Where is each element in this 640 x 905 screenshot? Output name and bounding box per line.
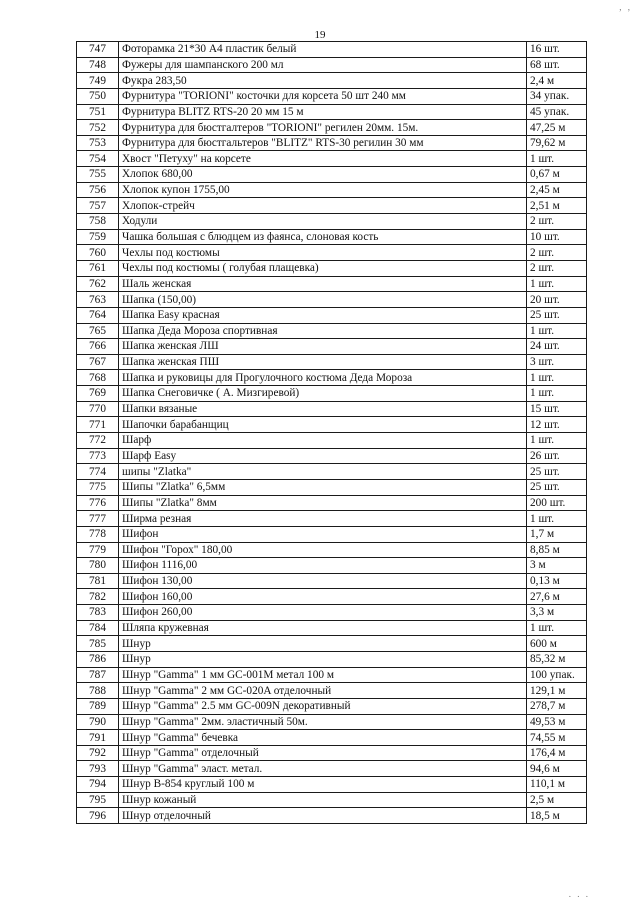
item-quantity: 34 упак. <box>527 88 587 104</box>
row-number: 789 <box>77 698 119 714</box>
item-quantity: 25 шт. <box>527 307 587 323</box>
table-row <box>77 636 587 652</box>
table-row <box>77 792 587 808</box>
item-name: Хлопок купон 1755,00 <box>119 182 527 198</box>
item-quantity: 278,7 м <box>527 698 587 714</box>
item-name: Шипы "Zlatka" 6,5мм <box>119 479 527 495</box>
item-name: Шапочки барабанщиц <box>119 417 527 433</box>
item-name: Фурнитура для бюстгальтеров "BLITZ" RTS-30 регилин 30 мм <box>119 135 527 151</box>
row-number: 777 <box>77 511 119 527</box>
row-number: 779 <box>77 542 119 558</box>
item-name: Шипы "Zlatka" 8мм <box>119 495 527 511</box>
row-number: 758 <box>77 214 119 230</box>
item-name: Шнур "Gamma" эласт. метал. <box>119 761 527 777</box>
item-quantity: 85,32 м <box>527 651 587 667</box>
table-row <box>77 354 587 370</box>
table-row <box>77 135 587 151</box>
table-row <box>77 245 587 261</box>
item-name: Фоторамка 21*30 А4 пластик белый <box>119 42 527 58</box>
table-row <box>77 620 587 636</box>
item-quantity: 2,45 м <box>527 182 587 198</box>
item-name: Шарф <box>119 433 527 449</box>
item-name: шипы "Zlatka" <box>119 464 527 480</box>
item-quantity: 2,5 м <box>527 792 587 808</box>
table-row <box>77 307 587 323</box>
row-number: 786 <box>77 651 119 667</box>
item-quantity: 2 шт. <box>527 245 587 261</box>
item-quantity: 26 шт. <box>527 448 587 464</box>
item-name: Шнур <box>119 636 527 652</box>
item-name: Шнур "Gamma" 1 мм GC-001M метал 100 м <box>119 667 527 683</box>
item-quantity: 1 шт. <box>527 386 587 402</box>
table-row <box>77 558 587 574</box>
inventory-table-body <box>77 42 587 824</box>
item-quantity: 0,67 м <box>527 167 587 183</box>
table-row <box>77 167 587 183</box>
item-name: Фукра 283,50 <box>119 73 527 89</box>
item-name: Шапки вязаные <box>119 401 527 417</box>
table-row <box>77 323 587 339</box>
item-name: Фурнитура "TORIONI" косточки для корсета 50 шт 240 мм <box>119 88 527 104</box>
item-quantity: 1 шт. <box>527 511 587 527</box>
page-number: 19 <box>314 29 326 41</box>
item-quantity: 2,51 м <box>527 198 587 214</box>
row-number: 795 <box>77 792 119 808</box>
item-quantity: 3,3 м <box>527 605 587 621</box>
item-name: Шаль женская <box>119 276 527 292</box>
item-name: Шифон 1116,00 <box>119 558 527 574</box>
item-name: Шнур "Gamma" 2мм. эластичный 50м. <box>119 714 527 730</box>
table-row <box>77 542 587 558</box>
table-row <box>77 214 587 230</box>
row-number: 775 <box>77 479 119 495</box>
item-name: Шифон 130,00 <box>119 573 527 589</box>
table-row <box>77 698 587 714</box>
table-row <box>77 120 587 136</box>
table-row <box>77 605 587 621</box>
table-row <box>77 526 587 542</box>
item-name: Чашка большая с блюдцем из фаянса, слоновая кость <box>119 229 527 245</box>
item-name: Фурнитура BLITZ RTS-20 20 мм 15 м <box>119 104 527 120</box>
row-number: 796 <box>77 808 119 824</box>
item-quantity: 1 шт. <box>527 323 587 339</box>
row-number: 764 <box>77 307 119 323</box>
item-name: Шапка Easy красная <box>119 307 527 323</box>
item-quantity: 20 шт. <box>527 292 587 308</box>
scan-mark-bottom: . . . <box>568 889 590 899</box>
row-number: 768 <box>77 370 119 386</box>
row-number: 772 <box>77 433 119 449</box>
item-name: Шнур <box>119 651 527 667</box>
row-number: 759 <box>77 229 119 245</box>
item-quantity: 200 шт. <box>527 495 587 511</box>
item-quantity: 18,5 м <box>527 808 587 824</box>
item-name: Шифон 160,00 <box>119 589 527 605</box>
item-name: Шифон "Горох" 180,00 <box>119 542 527 558</box>
row-number: 756 <box>77 182 119 198</box>
row-number: 771 <box>77 417 119 433</box>
item-quantity: 12 шт. <box>527 417 587 433</box>
item-name: Шнур отделочный <box>119 808 527 824</box>
table-row <box>77 479 587 495</box>
row-number: 781 <box>77 573 119 589</box>
table-row <box>77 448 587 464</box>
item-name: Шапка и руковицы для Прогулочного костюма Деда Мороза <box>119 370 527 386</box>
item-quantity: 1,7 м <box>527 526 587 542</box>
item-name: Шапка Деда Мороза спортивная <box>119 323 527 339</box>
table-row <box>77 151 587 167</box>
row-number: 765 <box>77 323 119 339</box>
item-quantity: 16 шт. <box>527 42 587 58</box>
row-number: 762 <box>77 276 119 292</box>
item-quantity: 600 м <box>527 636 587 652</box>
table-row <box>77 417 587 433</box>
item-quantity: 45 упак. <box>527 104 587 120</box>
table-row <box>77 198 587 214</box>
table-row <box>77 667 587 683</box>
table-row <box>77 777 587 793</box>
item-quantity: 49,53 м <box>527 714 587 730</box>
table-row <box>77 401 587 417</box>
row-number: 766 <box>77 339 119 355</box>
table-row <box>77 495 587 511</box>
item-quantity: 79,62 м <box>527 135 587 151</box>
item-quantity: 68 шт. <box>527 57 587 73</box>
row-number: 774 <box>77 464 119 480</box>
row-number: 760 <box>77 245 119 261</box>
row-number: 788 <box>77 683 119 699</box>
row-number: 747 <box>77 42 119 58</box>
item-name: Шапка женская ПШ <box>119 354 527 370</box>
table-row <box>77 88 587 104</box>
item-quantity: 1 шт. <box>527 370 587 386</box>
item-name: Шнур B-854 круглый 100 м <box>119 777 527 793</box>
item-name: Шнур "Gamma" 2.5 мм GC-009N декоративный <box>119 698 527 714</box>
table-row <box>77 433 587 449</box>
row-number: 790 <box>77 714 119 730</box>
row-number: 748 <box>77 57 119 73</box>
item-quantity: 3 м <box>527 558 587 574</box>
item-quantity: 24 шт. <box>527 339 587 355</box>
item-quantity: 110,1 м <box>527 777 587 793</box>
row-number: 754 <box>77 151 119 167</box>
item-name: Шапка Снеговичке ( А. Мизгиревой) <box>119 386 527 402</box>
table-row <box>77 573 587 589</box>
table-row <box>77 292 587 308</box>
item-quantity: 25 шт. <box>527 464 587 480</box>
item-name: Шарф Easy <box>119 448 527 464</box>
item-quantity: 25 шт. <box>527 479 587 495</box>
table-row <box>77 761 587 777</box>
row-number: 785 <box>77 636 119 652</box>
item-quantity: 8,85 м <box>527 542 587 558</box>
item-name: Шапка женская ЛШ <box>119 339 527 355</box>
table-row <box>77 683 587 699</box>
item-quantity: 129,1 м <box>527 683 587 699</box>
table-row <box>77 104 587 120</box>
table-row <box>77 511 587 527</box>
row-number: 784 <box>77 620 119 636</box>
item-quantity: 0,13 м <box>527 573 587 589</box>
row-number: 750 <box>77 88 119 104</box>
row-number: 769 <box>77 386 119 402</box>
table-row <box>77 745 587 761</box>
item-quantity: 47,25 м <box>527 120 587 136</box>
item-name: Шнур кожаный <box>119 792 527 808</box>
item-quantity: 176,4 м <box>527 745 587 761</box>
row-number: 780 <box>77 558 119 574</box>
item-quantity: 1 шт. <box>527 151 587 167</box>
item-name: Хвост "Петуху" на корсете <box>119 151 527 167</box>
item-quantity: 100 упак. <box>527 667 587 683</box>
item-quantity: 2 шт. <box>527 214 587 230</box>
table-row <box>77 714 587 730</box>
table-row <box>77 260 587 276</box>
item-name: Фурнитура для бюстгалтеров "TORIONI" регилен 20мм. 15м. <box>119 120 527 136</box>
item-quantity: 2,4 м <box>527 73 587 89</box>
item-name: Шляпа кружевная <box>119 620 527 636</box>
item-quantity: 1 шт. <box>527 620 587 636</box>
item-quantity: 10 шт. <box>527 229 587 245</box>
scan-mark-top: , , <box>619 2 632 12</box>
row-number: 763 <box>77 292 119 308</box>
item-quantity: 2 шт. <box>527 260 587 276</box>
table-row <box>77 42 587 58</box>
row-number: 761 <box>77 260 119 276</box>
row-number: 751 <box>77 104 119 120</box>
item-name: Шнур "Gamma" бечевка <box>119 730 527 746</box>
row-number: 791 <box>77 730 119 746</box>
row-number: 776 <box>77 495 119 511</box>
row-number: 749 <box>77 73 119 89</box>
table-row <box>77 730 587 746</box>
table-row <box>77 808 587 824</box>
item-name: Шнур "Gamma" 2 мм GC-020A отделочный <box>119 683 527 699</box>
table-row <box>77 339 587 355</box>
item-name: Шапка (150,00) <box>119 292 527 308</box>
table-row <box>77 73 587 89</box>
table-row <box>77 182 587 198</box>
table-row <box>77 589 587 605</box>
table-row <box>77 386 587 402</box>
row-number: 753 <box>77 135 119 151</box>
row-number: 787 <box>77 667 119 683</box>
row-number: 755 <box>77 167 119 183</box>
table-row <box>77 651 587 667</box>
table-row <box>77 464 587 480</box>
item-name: Чехлы под костюмы ( голубая плащевка) <box>119 260 527 276</box>
row-number: 767 <box>77 354 119 370</box>
item-name: Хлопок-стрейч <box>119 198 527 214</box>
table-row <box>77 370 587 386</box>
row-number: 793 <box>77 761 119 777</box>
item-name: Шнур "Gamma" отделочный <box>119 745 527 761</box>
row-number: 770 <box>77 401 119 417</box>
item-name: Ширма резная <box>119 511 527 527</box>
row-number: 783 <box>77 605 119 621</box>
item-name: Шифон <box>119 526 527 542</box>
item-name: Хлопок 680,00 <box>119 167 527 183</box>
item-quantity: 74,55 м <box>527 730 587 746</box>
table-row <box>77 276 587 292</box>
row-number: 794 <box>77 777 119 793</box>
item-name: Шифон 260,00 <box>119 605 527 621</box>
item-quantity: 15 шт. <box>527 401 587 417</box>
item-quantity: 3 шт. <box>527 354 587 370</box>
item-quantity: 1 шт. <box>527 276 587 292</box>
item-name: Ходули <box>119 214 527 230</box>
item-name: Чехлы под костюмы <box>119 245 527 261</box>
inventory-table <box>76 41 587 824</box>
row-number: 778 <box>77 526 119 542</box>
item-quantity: 1 шт. <box>527 433 587 449</box>
table-row <box>77 229 587 245</box>
item-quantity: 94,6 м <box>527 761 587 777</box>
row-number: 773 <box>77 448 119 464</box>
row-number: 752 <box>77 120 119 136</box>
table-row <box>77 57 587 73</box>
row-number: 792 <box>77 745 119 761</box>
item-name: Фужеры для шампанского 200 мл <box>119 57 527 73</box>
row-number: 757 <box>77 198 119 214</box>
row-number: 782 <box>77 589 119 605</box>
item-quantity: 27,6 м <box>527 589 587 605</box>
